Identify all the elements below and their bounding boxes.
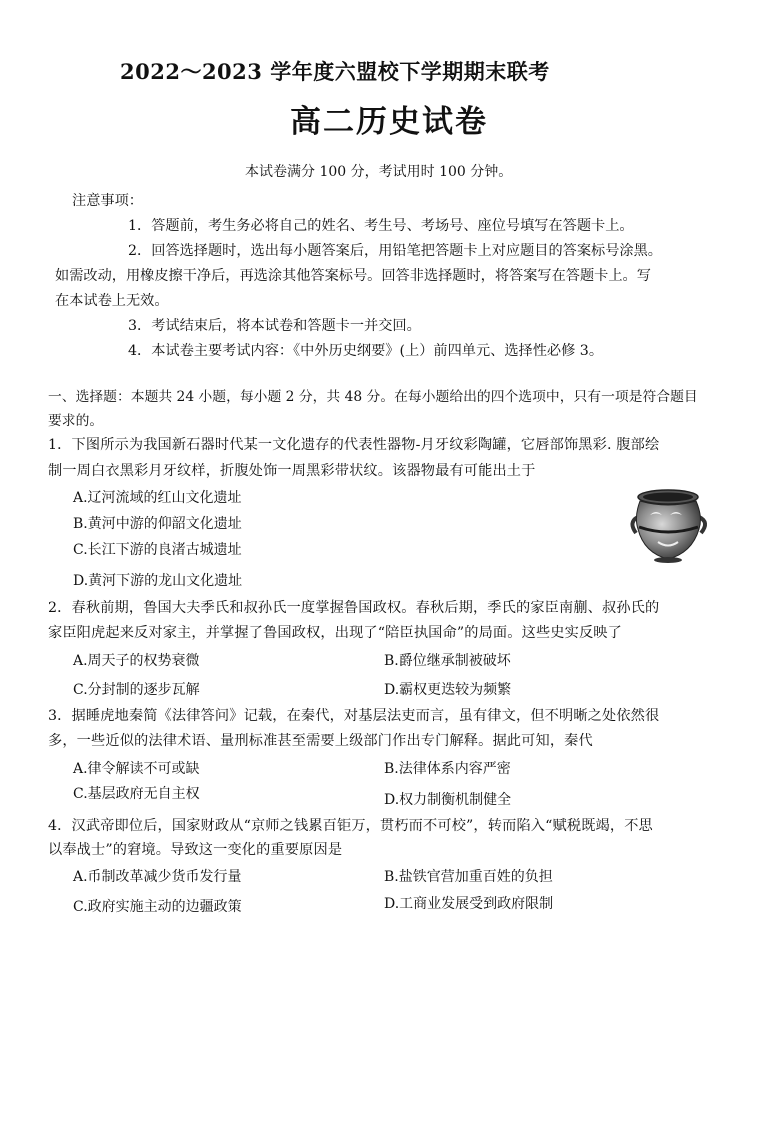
exam-header-line: 2022～2023 学年度六盟校下学期期末联考 <box>120 59 550 84</box>
question-1-text: 1．下图所示为我国新石器时代某一文化遗存的代表性器物-月牙纹彩陶罐，它唇部饰黑彩. 腹部绘 <box>48 437 660 453</box>
notice-item: 3．考试结束后，将本试卷和答题卡一并交回。 <box>128 318 421 334</box>
question-4-option-a[interactable]: A.币制改革减少货币发行量 <box>73 869 242 885</box>
pottery-jar-image <box>628 487 710 567</box>
question-2-option-c[interactable]: C.分封制的逐步瓦解 <box>73 682 200 698</box>
section-heading: 一、选择题：本题共 24 小题，每小题 2 分，共 48 分。在每小题给出的四个选项中，只有一项是符合题目 <box>48 389 698 405</box>
question-4-option-d[interactable]: D.工商业发展受到政府限制 <box>384 896 554 912</box>
question-3-option-d[interactable]: D.权力制衡机制健全 <box>384 792 512 808</box>
question-3-text: 多，一些近似的法律术语、量刑标准甚至需要上级部门作出专门解释。据此可知，秦代 <box>48 733 593 749</box>
question-1-text: 制一周白衣黑彩月牙纹样，折腹处饰一周黑彩带状纹。该器物最有可能出土于 <box>48 463 536 479</box>
question-3-option-c[interactable]: C.基层政府无自主权 <box>73 786 200 802</box>
question-1-option-c[interactable]: C.长江下游的良渚古城遗址 <box>73 542 242 558</box>
question-2-text: 2．春秋前期，鲁国大夫季氏和叔孙氏一度掌握鲁国政权。春秋后期，季氏的家臣南蒯、叔孙氏的 <box>48 600 660 616</box>
notice-item: 1．答题前，考生务必将自己的姓名、考生号、考场号、座位号填写在答题卡上。 <box>128 218 634 234</box>
question-1-option-d[interactable]: D.黄河下游的龙山文化遗址 <box>73 573 243 589</box>
question-4-text: 以奉战士”的窘境。导致这一变化的重要原因是 <box>48 842 343 858</box>
question-2-option-b[interactable]: B.爵位继承制被破坏 <box>384 653 511 669</box>
question-3-option-a[interactable]: A.律令解读不可或缺 <box>73 761 200 777</box>
question-1-option-a[interactable]: A.辽河流域的红山文化遗址 <box>73 490 242 506</box>
notice-heading: 注意事项： <box>72 193 143 209</box>
exam-info: 本试卷满分 100 分，考试用时 100 分钟。 <box>245 164 513 180</box>
question-2-option-a[interactable]: A.周天子的权势衰微 <box>73 653 200 669</box>
page-title: 高二历史试卷 <box>290 104 488 140</box>
question-3-text: 3．据睡虎地秦简《法律答问》记载，在秦代，对基层法吏而言，虽有律文，但不明晰之处依然很 <box>48 708 660 724</box>
question-4-text: 4．汉武帝即位后，国家财政从“京师之钱累百钜万，贯朽而不可校”，转而陷入“赋税既竭，不思 <box>48 818 653 834</box>
notice-item-continued: 在本试卷上无效。 <box>55 293 169 309</box>
section-heading-continued: 要求的。 <box>48 413 104 429</box>
question-3-option-b[interactable]: B.法律体系内容严密 <box>384 761 511 777</box>
question-4-option-b[interactable]: B.盐铁官营加重百姓的负担 <box>384 869 553 885</box>
notice-item: 4．本试卷主要考试内容：《中外历史纲要》(上）前四单元、选择性必修 3。 <box>128 343 604 359</box>
question-4-option-c[interactable]: C.政府实施主动的边疆政策 <box>73 899 242 915</box>
question-1-option-b[interactable]: B.黄河中游的仰韶文化遗址 <box>73 516 242 532</box>
notice-item: 2．回答选择题时，选出每小题答案后，用铅笔把答题卡上对应题目的答案标号涂黑。 <box>128 243 662 259</box>
question-2-option-d[interactable]: D.霸权更迭较为频繁 <box>384 682 512 698</box>
question-2-text: 家臣阳虎起来反对家主，并掌握了鲁国政权，出现了“陪臣执国命”的局面。这些史实反映了 <box>48 625 622 641</box>
notice-item-continued: 如需改动，用橡皮擦干净后，再选涂其他答案标号。回答非选择题时，将答案写在答题卡上。写 <box>55 268 651 284</box>
